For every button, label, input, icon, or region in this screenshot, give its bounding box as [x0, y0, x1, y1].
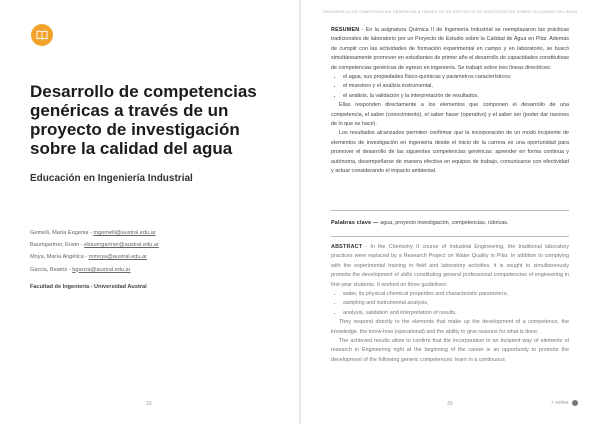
resumen-bullet: • el muestreo y el análisis instrumental,: [343, 82, 569, 91]
author-entry: Moya, María Angélica - mmoya@austral.edu.ar: [30, 254, 148, 261]
article-title: Desarrollo de competencias genéricas a través de un proyecto de investigación sobre la calidad del agua: [30, 82, 257, 158]
abstract-bullet: • water, its physical-chemical properties and characteristic parameters;: [343, 290, 569, 299]
author-entry: Gemelli, María Eugenia - mgemelli@austral.edu.ar: [30, 230, 156, 236]
abstract-intro: [331, 243, 569, 290]
abstract-bullet: • analysis, validation and interpretation of results.: [343, 309, 569, 318]
author-entry: García, Beatriz - bgarcia@austral.edu.ar: [30, 266, 131, 273]
resumen-paragraph: Los resultados alcanzados permiten confirmar que la incorporación de un modo incipiente de elementos de investigación en ingeniería desde el inicio de la carrera es una oportunidad para promover el desarrollo de las siguientes competencias genéricas: aprender en forma continua y autónoma, desempeñarse de manera efectiva en equipos de trabajo, comunicarse con efectividad y actuar considerando el impacto ambiental.: [331, 130, 569, 175]
abstract-section: [331, 243, 569, 365]
resumen-label: RESUMEN: [331, 27, 360, 33]
author-entry: Baumgartner, Erwin - ebaumgartner@austral.edu.ar: [30, 242, 159, 249]
resumen-intro-text: - En la asignatura Química II de Ingeniería Industrial se reemplazaron las prácticas tradicionales de laboratorio por un Proyecto de Estudio sobre la Calidad de Agua en Pilar. Además de cumplir con las actividades de formación experimental en campo y en laboratorio, se buscó simultáneamente promover en estudiantes de primer año el desarrollo de capacidades constitutivas de competencias genéricas de egreso en ingeniería. Se trabajó sobre tres líneas directrices:: [331, 27, 569, 71]
divider: [331, 210, 569, 211]
author-name: Moya, María Angélica: [30, 254, 84, 261]
abstract-paragraph: The achieved results allow to confirm that the incorporation in an incipient way of elements of research in Engineering right at the beginning of the career is an opportunity to promote the development of the following generic competences: learn in a continuous: [331, 338, 569, 363]
resumen-bullet: • el agua, sus propiedades físico-químicas y parámetros característicos;: [343, 73, 569, 82]
resumen-bullet: • el análisis, la validación y la interpretación de resultados.: [343, 92, 569, 101]
running-header: DESARROLLO DE COMPETENCIAS GENÉRICAS A TRAVÉS DE UN PROYECTO DE INVESTIGACIÓN SOBRE LA CALIDAD DEL AGUA: [323, 10, 578, 14]
author-email-link[interactable]: mgemelli@austral.edu.ar: [93, 230, 156, 236]
author-list: [30, 227, 280, 276]
affiliation: Facultad de Ingeniería - Universidad Austral: [30, 284, 147, 290]
keywords-text: agua, proyecto investigación, competencias, rúbricas.: [380, 220, 509, 226]
left-page: [0, 0, 299, 424]
author-name: Baumgartner, Erwin: [30, 242, 80, 249]
back-link-label: + volver: [551, 400, 569, 406]
author-name: García, Beatriz: [30, 266, 68, 273]
divider: [331, 236, 569, 237]
resumen-paragraph: Ellas responden directamente a los elementos que componen el desarrollo de una competencia, el saber (conocimiento), el saber hacer (operativo) y el saber ser (poder dar razones de lo que se hace).: [331, 102, 569, 128]
abstract-paragraph: They respond directly to the elements that make up the development of a competence, the knowledge, the know-how (operational) and the ability to give reasons for what is done.: [331, 319, 569, 335]
page-number: 33: [447, 401, 453, 407]
page-number: 33: [146, 401, 152, 407]
book-icon: [36, 30, 48, 40]
author-email-link[interactable]: ebaumgartner@austral.edu.ar: [84, 242, 159, 249]
resumen-intro: [331, 26, 569, 73]
back-link[interactable]: [551, 400, 578, 406]
abstract-label: ABSTRACT: [331, 244, 363, 250]
abstract-intro-text: - In the Chemistry II course of Industrial Engineering, the traditional laboratory practices were replaced by a Research Project on Water Quality in Pilar. In addition to complying with the experimental training in field and laboratory activities, it is sought to simultaneously promote the development of skills constituting general professional competencies of engineering in first-year students. It worked on three guidelines:: [331, 244, 569, 288]
keywords-line: [331, 220, 569, 226]
author-email-link[interactable]: mmoya@austral.edu.ar: [88, 254, 148, 261]
keywords-label: Palabras clave —: [331, 220, 381, 226]
resumen-section: [331, 26, 569, 177]
right-page: [301, 0, 600, 424]
author-email-link[interactable]: bgarcia@austral.edu.ar: [72, 266, 131, 273]
author-name: Gemelli, María Eugenia: [30, 230, 89, 236]
resumen-bullet-list: [331, 73, 569, 101]
back-arrow-icon: [572, 400, 578, 406]
book-badge: [31, 24, 53, 46]
article-subtitle: Educación en Ingeniería Industrial: [30, 173, 193, 184]
abstract-bullet: • sampling and instrumental analysis,: [343, 299, 569, 308]
abstract-bullet-list: [331, 290, 569, 318]
